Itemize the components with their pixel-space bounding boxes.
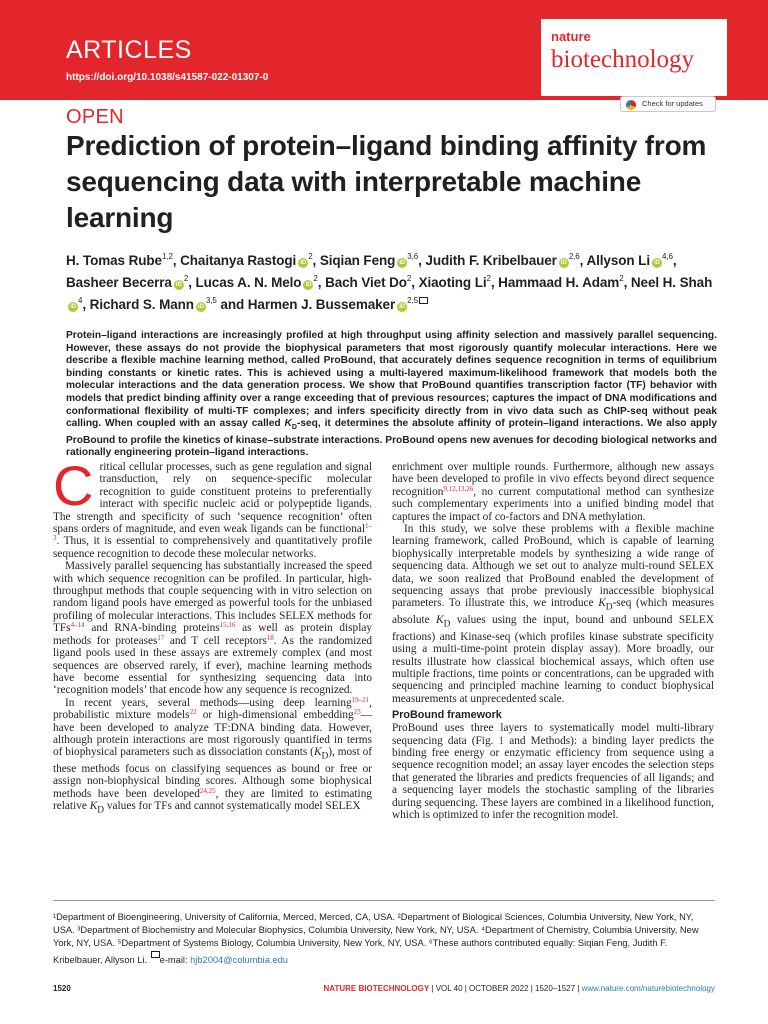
corresponding-author-envelope-icon[interactable] — [419, 297, 428, 304]
doi-link[interactable]: https://doi.org/10.1038/s41587-022-01307-0 — [66, 72, 269, 83]
author-name[interactable]: Hammaad H. Adam$^2$ — [498, 274, 624, 290]
footer-citation: NATURE BIOTECHNOLOGY | VOL 40 | OCTOBER 2022 | 1520–1527 | www.nature.com/naturebiotechnology — [323, 984, 715, 993]
body-column-right — [392, 461, 714, 821]
intro-paragraph-2: Massively parallel sequencing has substantially increased the speed with which sequence recognition can be profiled. In particular, high-throughput methods that couple sequencing with in vitro selection on random ligand pools have emerged as powerful tools for the unbiased profiling of molecular interactions. This includes SELEX methods for TFs$^{4-14}$ and RNA-binding proteins$^{15,16}$ as well as protein display methods for proteases$^{17}$ and T cell receptors$^{18}$. As the randomized ligand pools used in these assays are extremely complex (and most sequences are observed rarely, if ever), machine learning methods have become essential for synthesizing sequencing data into ‘recognition models’ that encode how any sequence is recognized. — [53, 560, 372, 697]
author-name[interactable]: Lucas A. N. Melo $iD^2$ — [195, 274, 318, 290]
citation-link[interactable]: 9,12,13,26 — [443, 484, 474, 493]
journal-logo-nature: nature — [551, 29, 591, 44]
framework-paragraph: ProBound uses three layers to systematically model multi-library sequencing data (Fig. 1 and Methods): a binding layer predicts the binding free energy or enzymatic efficiency from sequence using a sequence recognition model; an assay layer encodes the selection steps that generated the libraries and predicts frequencies of all ligands; and a sequencing layer models the stochastic sampling of the libraries during sequencing. These layers are combined in a likelihood function, which is optimized to infer the recognition model. — [392, 722, 714, 822]
section-label: ARTICLES — [66, 36, 192, 64]
author-name[interactable]: Richard S. Mann iD$^{3,5}$ — [89, 296, 217, 312]
check-for-updates-label: Check for updates — [642, 99, 703, 108]
citation-link[interactable]: 4–14 — [70, 621, 85, 630]
orcid-icon[interactable]: iD — [303, 280, 313, 290]
citation-link[interactable]: 24,25 — [199, 786, 216, 795]
citation-link[interactable]: 23 — [353, 708, 361, 717]
author-name[interactable]: Harmen J. Bussemaker iD$^{2,5}$ — [248, 297, 428, 312]
check-for-updates-button[interactable] — [620, 96, 716, 112]
author-name[interactable]: Judith F. Kribelbauer iD$^{2,6}$ — [425, 252, 580, 268]
body-column-left — [53, 454, 372, 817]
affiliations: ¹Department of Bioengineering, University of California, Merced, Merced, CA, USA. ²Department of Biological Sciences, Columbia University, New York, NY, USA. ³Department of Biochemistry and Molecular Biophysics, Columbia University, New York, NY, USA. ⁴Department of Chemistry, Columbia University, New York, NY, USA. ⁵Department of Systems Biology, Columbia University, New York, NY, USA. ⁶These authors contributed equally: Siqian Feng, Judith F. Kribelbauer, Allyson Li. e-mail: hjb2004@columbia.edu — [53, 912, 699, 965]
email-link[interactable]: hjb2004@columbia.edu — [190, 954, 288, 965]
envelope-icon — [151, 951, 160, 958]
orcid-icon[interactable]: iD — [68, 302, 78, 312]
section-heading: ProBound framework — [392, 709, 502, 722]
author-name[interactable]: Neel H. ShahiD$^4$ — [66, 275, 712, 312]
intro-paragraph-1: Critical cellular processes, such as gene regulation and signal transduction, rely on sequence-specific molecular recognition to guide constituent proteins to preferentially interact with specific nucleic acid or polypeptide ligands. The strength and specificity of such ‘sequence recognition’ often spans orders of magnitude, and even weak ligands can be functional$^{1-3}$. Thus, it is essential to comprehensively and quantitatively profile sequence recognition to decode these molecular networks. — [53, 454, 372, 560]
article-title: Prediction of protein–ligand binding affinity from sequencing data with interpretable machine learning — [66, 130, 707, 233]
citation-link[interactable]: 1–3 — [53, 522, 372, 543]
author-name[interactable]: Allyson Li iD$^{4,6}$ — [586, 252, 673, 268]
orcid-icon[interactable]: iD — [397, 258, 407, 268]
journal-logo-title: biotechnology — [551, 46, 695, 73]
citation-link[interactable]: 17 — [157, 633, 165, 642]
author-name[interactable]: Xiaoting Li$^2$ — [418, 274, 491, 290]
citation-link[interactable]: 19–21 — [351, 695, 370, 704]
author-name[interactable]: H. Tomas Rube$^{1,2}$ — [66, 252, 173, 268]
author-name[interactable]: Chaitanya Rastogi $iD^2$ — [180, 252, 313, 268]
crossmark-icon — [626, 100, 636, 110]
author-name[interactable]: Bach Viet Do$^2$ — [325, 274, 412, 290]
orcid-icon[interactable]: iD — [298, 258, 308, 268]
intro-paragraph-4: enrichment over multiple rounds. Furthermore, although new assays have been developed to profile in vivo effects beyond direct sequence recognition$^{9,12,13,26}$, no current computational method can synthesize such complementary experiments into a unified binding model that captures the impact of co-factors and DNA methylation. — [392, 461, 714, 523]
open-access-label: OPEN — [66, 106, 124, 128]
citation-link[interactable]: 15,16 — [219, 621, 236, 630]
orcid-icon[interactable]: iD — [196, 302, 206, 312]
orcid-icon[interactable]: iD — [652, 258, 662, 268]
orcid-icon[interactable]: iD — [174, 280, 184, 290]
author-list: H. Tomas Rube$^{1,2}$, Chaitanya Rastogi $iD^2$, Siqian Feng iD$^{3,6}$, Judith F. Kribelbauer iD$^{2,6}$, Allyson Li iD$^{4,6}$, Basheer Becerra $iD^2$, Lucas A. N. Melo $iD^2$, Bach Viet Do$^2$, Xiaoting Li$^2$, Hammaad H. Adam$^2$, Neel H. ShahiD$^4$, Richard S. Mann iD$^{3,5}$ and Harmen J. Bussemaker iD$^{2,5}$ — [66, 252, 713, 312]
journal-url-link[interactable]: www.nature.com/naturebiotechnology — [581, 984, 715, 993]
author-name[interactable]: Basheer Becerra $iD^2$ — [66, 274, 189, 290]
orcid-icon[interactable]: iD — [397, 302, 407, 312]
citation-link[interactable]: 18 — [266, 633, 274, 642]
figure-link[interactable]: 1 — [498, 734, 505, 747]
abstract: Protein–ligand interactions are increasingly profiled at high throughput using affinity selection and massively parallel sequencing. However, these assays do not provide the biophysical parameters that most rigorously quantify molecular interactions. Here we describe a flexible machine learning method, called ProBound, that accurately defines sequence recognition in terms of equilibrium binding constants or kinetic rates. This is achieved using a multi-layered maximum-likelihood framework that models both the molecular interactions and the data generation process. We show that ProBound quantifies transcription factor (TF) behavior with models that predict binding affinity over a range exceeding that of previous resources; captures the impact of DNA modifications and conformational flexibility of multi-TF complexes; and infers specificity directly from in vivo data such as ChIP-seq without peak calling. When coupled with an assay called $K_D$-seq, it determines the absolute affinity of protein–ligand interactions. We also apply ProBound to profile the kinetics of kinase–substrate interactions. ProBound opens new avenues for decoding biological networks and rationally engineering protein–ligand interactions. — [66, 330, 717, 459]
intro-paragraph-5: In this study, we solve these problems with a flexible machine learning framework, called ProBound, which is capable of learning biophysically interpretable models by synthesizing a wide range of sequencing data. Although we set out to analyze multi-round SELEX data, we soon realized that ProBound enabled the development of sequencing assays that probe previously inaccessible biophysical parameters. To illustrate this, we introduce $K_D$-seq (which measures absolute $K_D$ values using the input, bound and unbound SELEX fractions) and Kinase-seq (which profiles kinase substrate specificity using a multi-time-point protein display assay). More broadly, our results illustrate how classical biochemical assays, which often use multiple fractions, time points or concentrations, can be upgraded with sequencing and principled machine learning to conduct biophysical measurements at unprecedented scale. — [392, 523, 715, 705]
citation-link[interactable]: 22 — [189, 708, 197, 717]
footnote-divider — [53, 900, 715, 901]
page-number: 1520 — [53, 984, 71, 993]
page-footer — [0, 983, 768, 997]
author-name[interactable]: Siqian Feng iD$^{3,6}$ — [319, 252, 419, 268]
orcid-icon[interactable]: iD — [559, 258, 569, 268]
drop-cap: C — [53, 454, 94, 517]
intro-paragraph-3: In recent years, several methods—using deep learning$^{19-21}$, probabilistic mixture models$^{22}$ or high-dimensional embedding$^{23}$—have been developed to analyze TF:DNA binding data. However, although protein interactions are most rigorously quantified in terms of biophysical parameters such as dissociation constants $(K_D)$, most of these methods focus on classifying sequences as bound or free or assign non-biophysical binding scores. Although some biophysical methods have been developed$^{24,25}$, they are limited to estimating relative $K_D$ values for TFs and cannot systematically model SELEX — [53, 695, 372, 816]
